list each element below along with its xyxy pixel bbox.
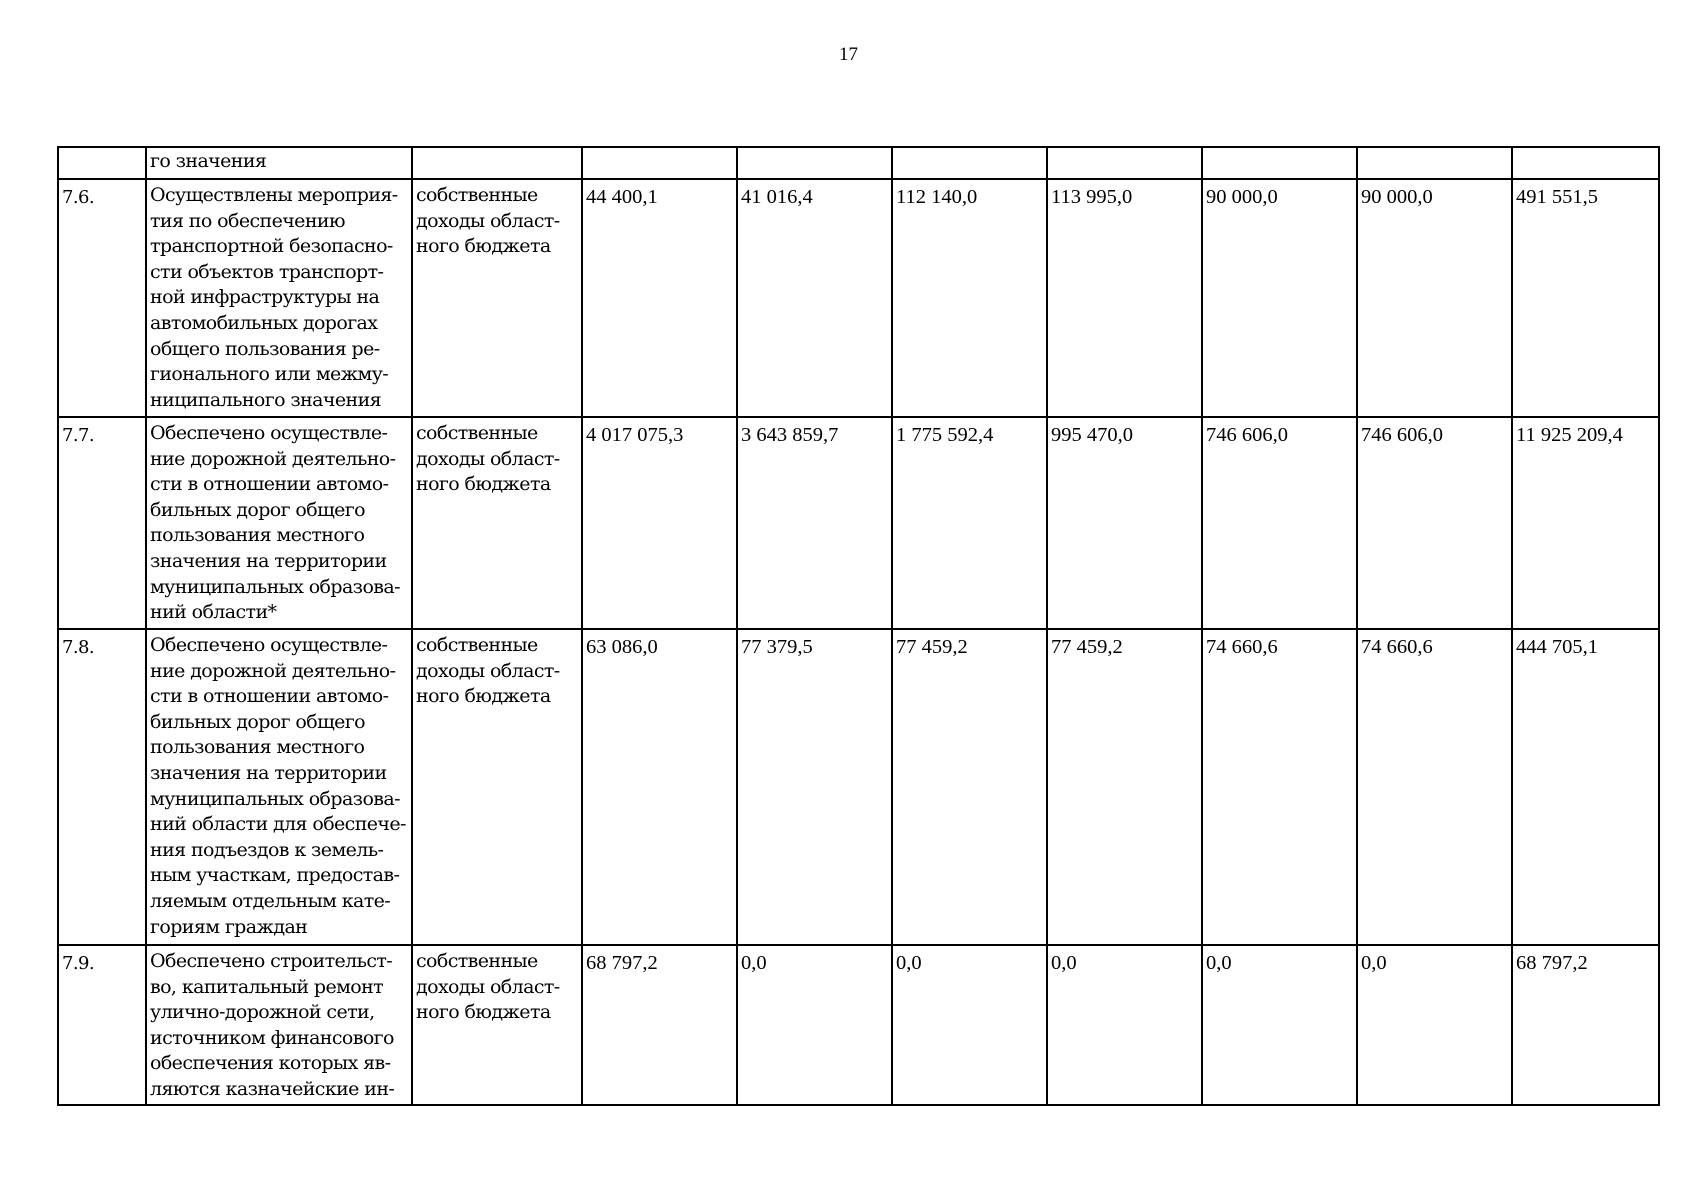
funding-source: собственные доходы област- ного бюджета [412, 417, 582, 629]
value-cell: 0,0 [1047, 945, 1202, 1105]
value-cell: 77 379,5 [737, 629, 892, 945]
value-cell: 77 459,2 [1047, 629, 1202, 945]
value-cell: 0,0 [1202, 945, 1357, 1105]
value-cell: 3 643 859,7 [737, 417, 892, 629]
value-cell: 0,0 [892, 945, 1047, 1105]
value-cell [737, 147, 892, 179]
value-cell-total: 491 551,5 [1512, 179, 1659, 417]
value-cell [1047, 147, 1202, 179]
value-cell-total: 444 705,1 [1512, 629, 1659, 945]
value-cell: 63 086,0 [582, 629, 737, 945]
value-cell: 41 016,4 [737, 179, 892, 417]
value-cell: 0,0 [737, 945, 892, 1105]
row-description: Обеспечено осуществле- ние дорожной деятельно- сти в отношении автомо- бильных дорог общего пользования местного значения на территории муниципальных образова- ний области* [146, 417, 412, 629]
value-cell [1202, 147, 1357, 179]
page-number: 17 [839, 44, 858, 65]
value-cell: 90 000,0 [1357, 179, 1512, 417]
value-cell: 74 660,6 [1202, 629, 1357, 945]
funding-source: собственные доходы област- ного бюджета [412, 945, 582, 1105]
value-cell: 44 400,1 [582, 179, 737, 417]
value-cell-total [1512, 147, 1659, 179]
value-cell: 68 797,2 [582, 945, 737, 1105]
funding-source: собственные доходы област- ного бюджета [412, 629, 582, 945]
value-cell: 74 660,6 [1357, 629, 1512, 945]
value-cell: 746 606,0 [1202, 417, 1357, 629]
row-index: 7.7. [58, 417, 146, 629]
table-row [58, 945, 1659, 1105]
row-index: 7.9. [58, 945, 146, 1105]
value-cell: 77 459,2 [892, 629, 1047, 945]
row-description: го значения [146, 147, 412, 179]
value-cell: 113 995,0 [1047, 179, 1202, 417]
row-index: 7.8. [58, 629, 146, 945]
table-row [58, 179, 1659, 417]
value-cell [582, 147, 737, 179]
value-cell: 0,0 [1357, 945, 1512, 1105]
funding-source [412, 147, 582, 179]
table-row [58, 417, 1659, 629]
table-row [58, 147, 1659, 179]
row-index: 7.6. [58, 179, 146, 417]
value-cell [1357, 147, 1512, 179]
value-cell-total: 11 925 209,4 [1512, 417, 1659, 629]
value-cell: 1 775 592,4 [892, 417, 1047, 629]
row-description: Обеспечено осуществле- ние дорожной деятельно- сти в отношении автомо- бильных дорог общего пользования местного значения на территории муниципальных образова- ний области для обеспече- ния подъездов к земель- ным участкам, предостав- ляемым отдельным кате- гориям граждан [146, 629, 412, 945]
value-cell: 995 470,0 [1047, 417, 1202, 629]
value-cell: 4 017 075,3 [582, 417, 737, 629]
value-cell: 112 140,0 [892, 179, 1047, 417]
row-description: Обеспечено строительст- во, капитальный ремонт улично-дорожной сети, источником финансового обеспечения которых яв- ляются казначейские ин- [146, 945, 412, 1105]
table-row [58, 629, 1659, 945]
value-cell-total: 68 797,2 [1512, 945, 1659, 1105]
funding-source: собственные доходы област- ного бюджета [412, 179, 582, 417]
row-description: Осуществлены мероприя- тия по обеспечению транспортной безопасно- сти объектов транспорт- ной инфраструктуры на автомобильных дорогах общего пользования ре- гионального или межму- ниципального значения [146, 179, 412, 417]
value-cell [892, 147, 1047, 179]
row-index [58, 147, 146, 179]
value-cell: 746 606,0 [1357, 417, 1512, 629]
value-cell: 90 000,0 [1202, 179, 1357, 417]
budget-table [57, 146, 1660, 1106]
